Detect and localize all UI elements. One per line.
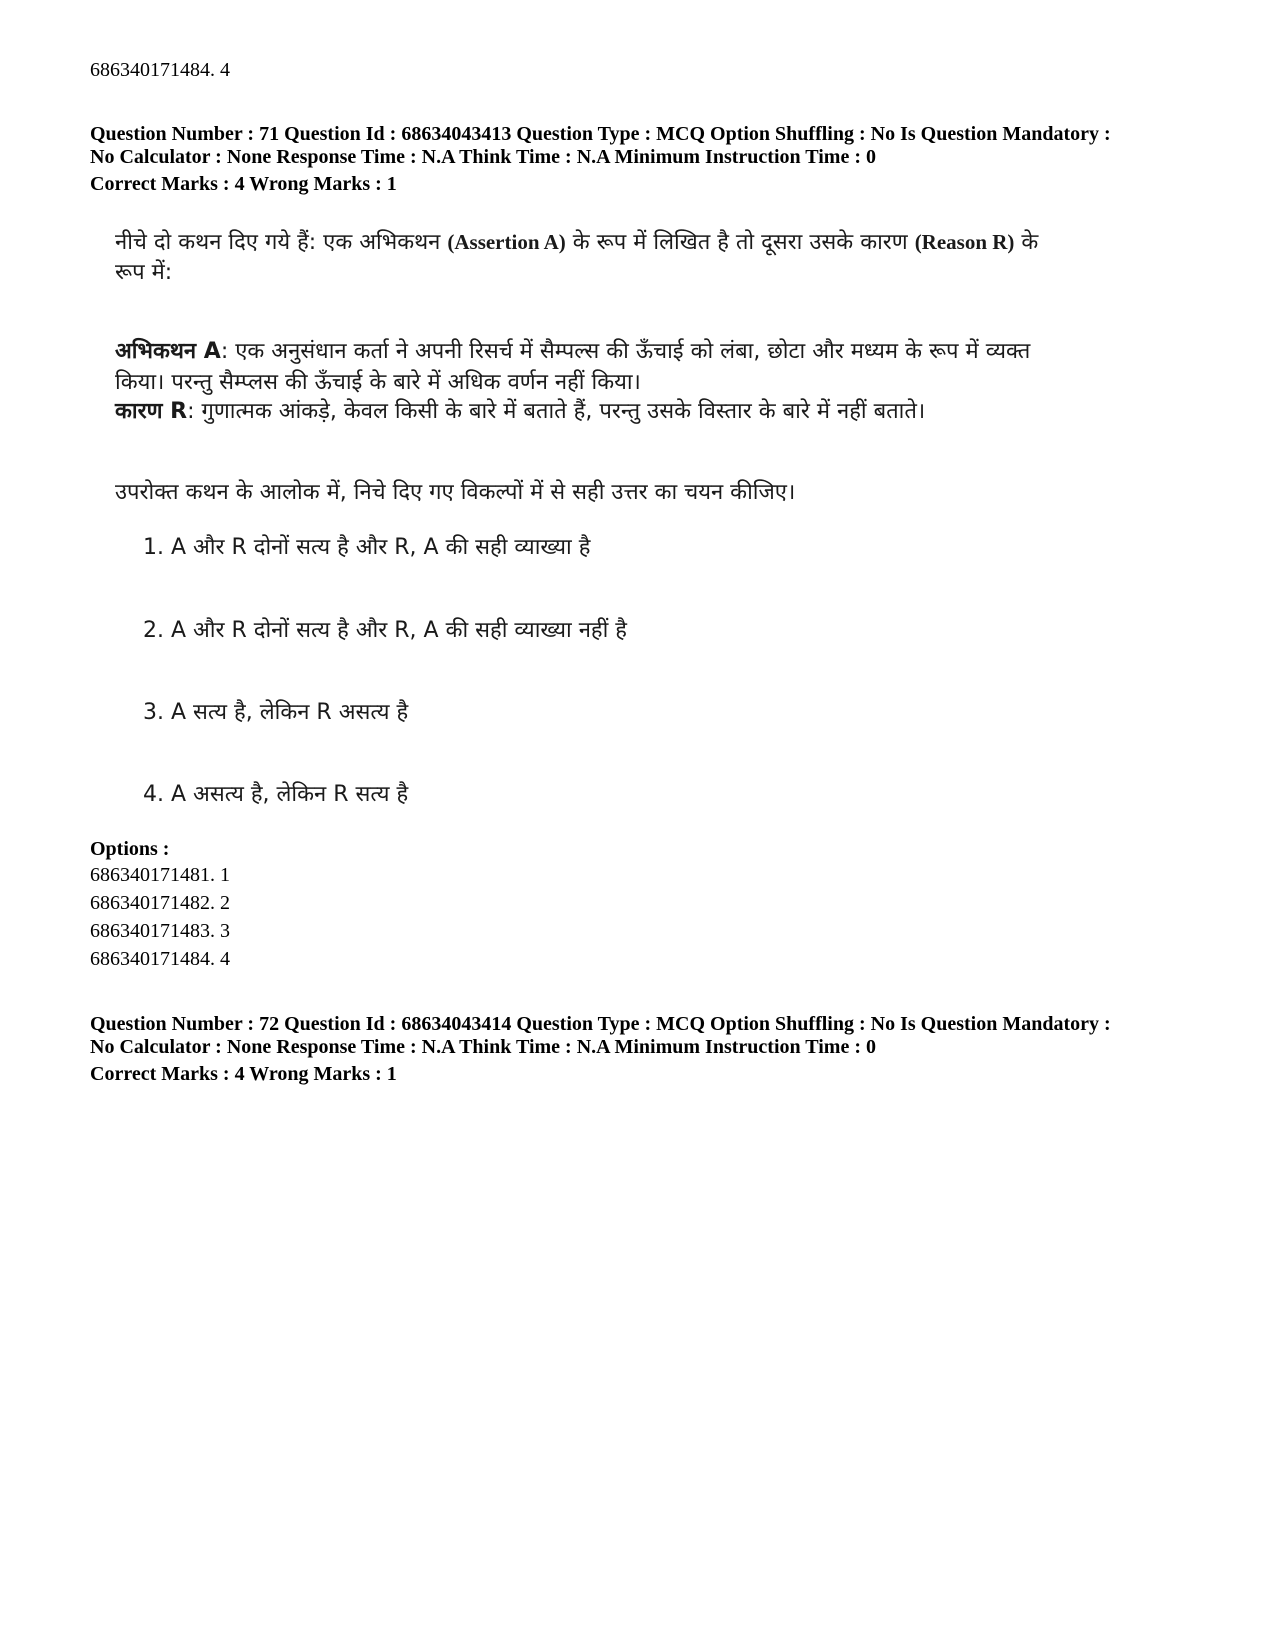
q71-options-label: Options : (90, 838, 170, 860)
q71-reason-line (115, 396, 925, 428)
q71-option-1: 686340171481. 1 (90, 864, 230, 886)
q72-header-line2: No Calculator : None Response Time : N.A Think Time : N.A Minimum Instruction Time : 0 (90, 1036, 876, 1058)
q71-option-4: 686340171484. 4 (90, 948, 230, 970)
q71-instruction: उपरोक्त कथन के आलोक में, निचे दिए गए विकल्पों में से सही उत्तर का चयन कीजिए। (115, 480, 796, 505)
q71-intro-line1 (115, 226, 1038, 259)
intro-text-3: के (1014, 230, 1039, 255)
q71-option-2: 686340171482. 2 (90, 892, 230, 914)
q72-marks: Correct Marks : 4 Wrong Marks : 1 (90, 1063, 397, 1085)
q71-choice-3: 3. A सत्य है, लेकिन R असत्य है (143, 700, 409, 725)
q71-header-line1: Question Number : 71 Question Id : 68634043413 Question Type : MCQ Option Shuffling : No Is Question Mandatory : (90, 123, 1111, 145)
q71-choice-4: 4. A असत्य है, लेकिन R सत्य है (143, 782, 409, 807)
assertion-text: : एक अनुसंधान कर्ता ने अपनी रिसर्च में सैम्पल्स की ऊँचाई को लंबा, छोटा और मध्यम के रूप में व्यक्त (220, 339, 1031, 364)
intro-assertion-en: (Assertion A) (447, 230, 566, 254)
reason-label: कारण R (115, 399, 188, 424)
q71-header-line2: No Calculator : None Response Time : N.A Think Time : N.A Minimum Instruction Time : 0 (90, 146, 876, 168)
q72-header-line1: Question Number : 72 Question Id : 68634043414 Question Type : MCQ Option Shuffling : No Is Question Mandatory : (90, 1013, 1111, 1035)
q71-assertion-line2: किया। परन्तु सैम्प्लस की ऊँचाई के बारे में अधिक वर्णन नहीं किया। (115, 370, 641, 395)
intro-reason-en: (Reason R) (914, 230, 1015, 254)
q71-option-3: 686340171483. 3 (90, 920, 230, 942)
intro-text-2: के रूप में लिखित है तो दूसरा उसके कारण (565, 230, 915, 255)
q71-choice-2: 2. A और R दोनों सत्य है और R, A की सही व्याख्या नहीं है (143, 618, 627, 643)
intro-text-1: नीचे दो कथन दिए गये हैं: एक अभिकथन (115, 230, 448, 255)
q71-intro-line2: रूप में: (115, 260, 173, 285)
previous-answer-line: 686340171484. 4 (90, 59, 230, 81)
reason-text: : गुणात्मक आंकड़े, केवल किसी के बारे में बताते हैं, परन्तु उसके विस्तार के बारे में नहीं बताते। (187, 399, 926, 424)
assertion-label: अभिकथन A (115, 339, 221, 364)
q71-choice-1: 1. A और R दोनों सत्य है और R, A की सही व्याख्या है (143, 535, 591, 560)
q71-marks: Correct Marks : 4 Wrong Marks : 1 (90, 173, 397, 195)
q71-assertion-line1 (115, 336, 1030, 368)
